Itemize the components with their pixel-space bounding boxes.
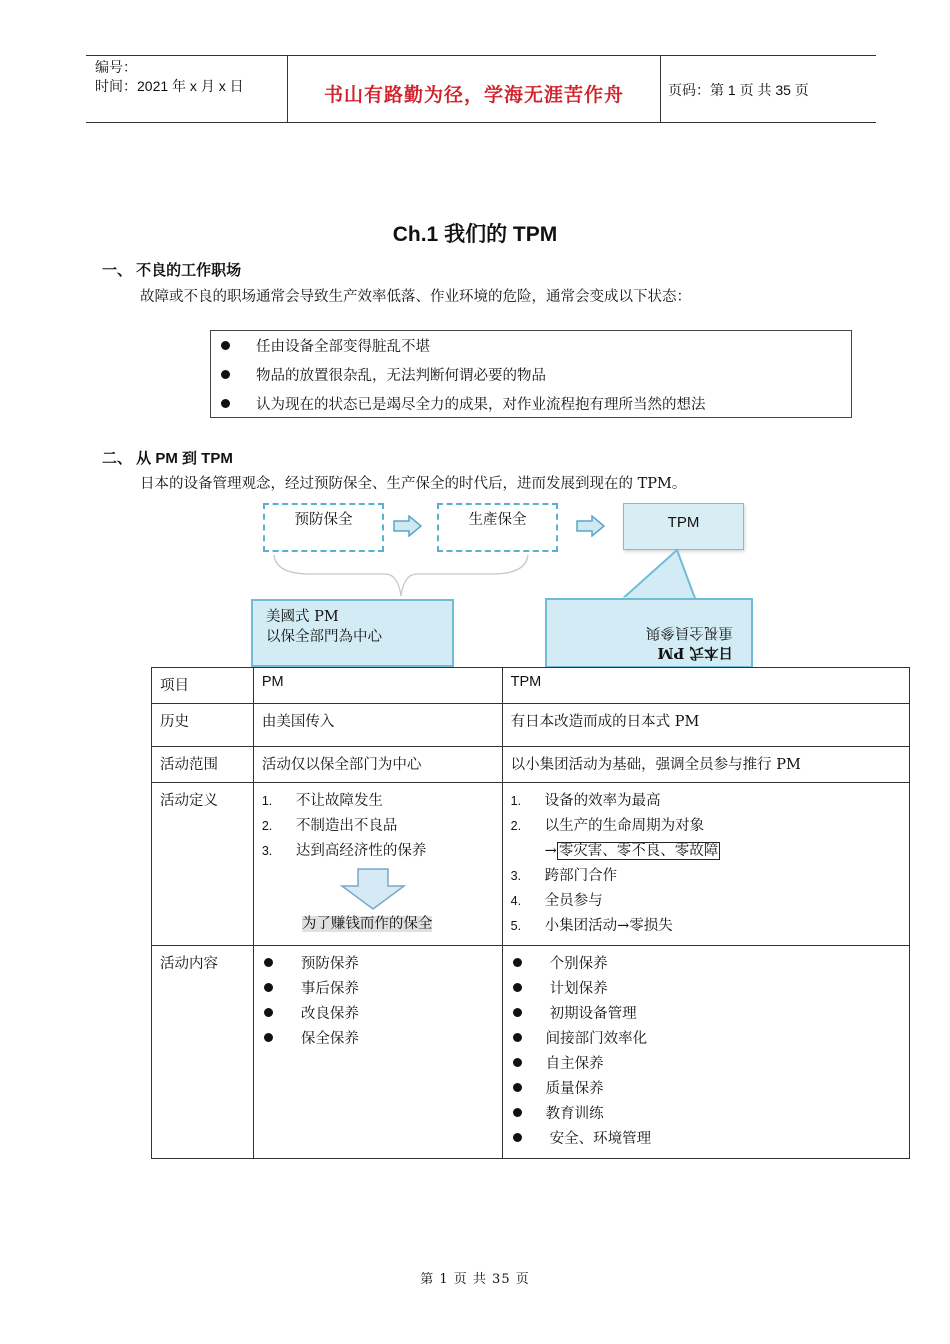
down-arrow-icon (340, 868, 406, 910)
header-page-label: 页码：第 1 页 共 35 页 (668, 82, 809, 98)
bullet-icon (264, 1008, 273, 1017)
table-cell (502, 783, 909, 946)
list-item: 3. 达到高经济性的保养 (261, 843, 427, 859)
time-label: 时间：2021 年 x 月 x 日 (95, 78, 244, 94)
bullet-icon (264, 983, 273, 992)
bullet-icon (264, 1033, 273, 1042)
page-footer: 第 1 页 共 35 页 (420, 1272, 530, 1287)
bullet-icon (513, 1133, 522, 1142)
table-cell: 以小集团活动为基础，强调全员参与推行 PM (502, 747, 909, 783)
table-cell: 有日本改造而成的日本式 PM (502, 704, 909, 747)
table-row (152, 783, 910, 946)
list-item: 物品的放置很杂乱，无法判断何谓必要的物品 (221, 364, 546, 385)
callout-right-line1: 日本式 PM (657, 644, 733, 661)
bullet-icon (513, 983, 522, 992)
callout-left-line2: 以保全部門為中心 (266, 629, 382, 645)
table-cell (253, 946, 502, 1159)
diagram-box-tpm: TPM (623, 503, 744, 550)
table-row (152, 668, 910, 704)
callout-left-line1: 美國式 PM (266, 609, 339, 625)
list-item: 安全、环境管理 (511, 1127, 901, 1152)
list-item: 事后保养 (262, 977, 494, 1002)
callout-right-line2: 重視全員參與 (646, 624, 733, 640)
pm-conclusion: 为了赚钱而作的保全 (301, 916, 433, 932)
table-header-cell: TPM (502, 668, 909, 704)
right-arrow-icon (576, 515, 606, 537)
callout-american-pm (251, 599, 454, 667)
bullet-icon (221, 399, 230, 408)
section1-bullet-box (210, 330, 852, 418)
header-bottom-rule (86, 122, 876, 123)
list-item: → 零灾害、零不良、零故障 (544, 843, 719, 859)
bullet-icon (513, 1058, 522, 1067)
list-item: 教育训练 (511, 1102, 901, 1127)
table-row (152, 946, 910, 1159)
list-item: 1. 不让故障发生 (261, 793, 383, 809)
header-top-rule (86, 55, 876, 56)
bullet-icon (264, 958, 273, 967)
diagram-box-production: 生產保全 (437, 503, 558, 552)
list-item: 认为现在的状态已是竭尽全力的成果，对作业流程抱有理所当然的想法 (221, 393, 706, 414)
bullet-icon (513, 1033, 522, 1042)
bullet-icon (221, 370, 230, 379)
list-item: 保全保养 (262, 1027, 494, 1052)
pm-tpm-table (151, 667, 910, 1159)
list-item: 质量保养 (511, 1077, 901, 1102)
list-item: 预防保养 (262, 952, 494, 977)
list-item: 2. 以生产的生命周期为对象 (510, 818, 705, 834)
section1-heading: 一、 不良的工作职场 (102, 262, 242, 279)
callout-pointer (600, 548, 710, 602)
table-row (152, 747, 910, 783)
list-item: 任由设备全部变得脏乱不堪 (221, 335, 430, 356)
brace-icon (270, 552, 532, 600)
list-item: 2. 不制造出不良品 (261, 818, 398, 834)
right-arrow-icon (393, 515, 423, 537)
table-cell: 活动仅以保全部门为中心 (253, 747, 502, 783)
row-label: 历史 (152, 704, 254, 747)
bullet-icon (513, 1108, 522, 1117)
header-meta (95, 58, 244, 96)
page-title: Ch.1 我们的 TPM (392, 223, 558, 246)
header-divider (660, 55, 661, 122)
bullet-icon (513, 1008, 522, 1017)
list-item: 个别保养 (511, 952, 901, 977)
list-item: 3. 跨部门合作 (510, 868, 618, 884)
row-label: 活动定义 (152, 783, 254, 946)
list-item: 1. 设备的效率为最高 (510, 793, 661, 809)
bullet-icon (513, 1083, 522, 1092)
table-header-cell: PM (253, 668, 502, 704)
table-header-cell: 项目 (152, 668, 254, 704)
section2-heading: 二、 从 PM 到 TPM (102, 450, 233, 467)
bullet-icon (221, 341, 230, 350)
table-cell (502, 946, 909, 1159)
table-cell: 由美国传入 (253, 704, 502, 747)
diagram-box-preventive: 预防保全 (263, 503, 384, 552)
list-item: 初期设备管理 (511, 1002, 901, 1027)
list-item: 计划保养 (511, 977, 901, 1002)
section1-intro: 故障或不良的职场通常会导致生产效率低落、作业环境的危险，通常会变成以下状态： (140, 289, 691, 305)
zero-goals: 零灾害、零不良、零故障 (558, 843, 719, 859)
table-row (152, 704, 910, 747)
serial-label: 编号： (95, 59, 137, 75)
list-item: 间接部门效率化 (511, 1027, 901, 1052)
table-cell (253, 783, 502, 946)
section2-intro: 日本的设备管理观念，经过预防保全、生产保全的时代后，进而发展到现在的 TPM。 (140, 476, 687, 492)
list-item: 改良保养 (262, 1002, 494, 1027)
header-motto: 书山有路勤为径，学海无涯苦作舟 (323, 85, 624, 106)
bullet-icon (513, 958, 522, 967)
row-label: 活动内容 (152, 946, 254, 1159)
list-item: 4. 全员参与 (510, 893, 603, 909)
callout-japanese-pm (545, 598, 753, 668)
row-label: 活动范围 (152, 747, 254, 783)
list-item: 自主保养 (511, 1052, 901, 1077)
list-item: 5. 小集团活动→零损失 (510, 918, 673, 934)
